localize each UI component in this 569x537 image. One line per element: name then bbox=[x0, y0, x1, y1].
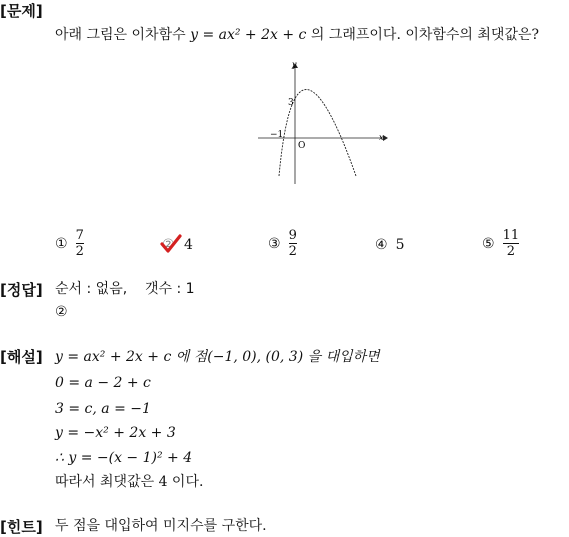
y-intercept-label: 3 bbox=[288, 98, 294, 108]
choice-2[interactable] bbox=[162, 236, 193, 254]
question-prefix: 아래 그림은 이차함수 bbox=[55, 27, 186, 43]
choice-2-value: 4 bbox=[184, 237, 193, 253]
question-label: [문제] bbox=[0, 2, 43, 20]
choice-3-marker: ③ bbox=[268, 235, 281, 252]
choice-4[interactable] bbox=[375, 236, 404, 254]
question-text bbox=[55, 26, 539, 44]
choice-5-numerator: 11 bbox=[502, 228, 520, 243]
checkmark-icon bbox=[160, 234, 182, 254]
explanation-line-4: y = −x² + 2x + 3 bbox=[55, 425, 176, 441]
answer-line-2: ② bbox=[55, 304, 68, 320]
explanation-label: [해설] bbox=[0, 348, 43, 366]
choice-1-marker: ① bbox=[55, 235, 68, 252]
choice-5-marker: ⑤ bbox=[482, 235, 495, 252]
explanation-line-1: y = ax² + 2x + c 에 점(−1, 0), (0, 3) 을 대입하면 bbox=[55, 349, 380, 365]
choice-2-marker: ② bbox=[162, 237, 175, 253]
choice-3-denominator: 2 bbox=[288, 244, 297, 259]
parabola-graph bbox=[255, 58, 390, 186]
answer-line-1: 순서 : 없음, 갯수 : 1 bbox=[55, 281, 195, 297]
origin-label: O bbox=[298, 141, 306, 151]
hint-text: 두 점을 대입하여 미지수를 구한다. bbox=[55, 518, 267, 534]
hint-label: [힌트] bbox=[0, 518, 43, 536]
answer-choices bbox=[55, 228, 535, 262]
choice-5-fraction bbox=[503, 228, 520, 259]
question-equation: y = ax² + 2x + c bbox=[190, 27, 307, 43]
choice-2-marker-wrap bbox=[162, 236, 178, 254]
choice-4-value: 5 bbox=[395, 237, 405, 253]
explanation-line-3: 3 = c, a = −1 bbox=[55, 401, 151, 417]
question-suffix: 의 그래프이다. 이차함수의 최댓값은? bbox=[310, 27, 540, 43]
choice-3[interactable] bbox=[268, 228, 297, 259]
choice-5-denominator: 2 bbox=[506, 244, 515, 259]
choice-1-numerator: 7 bbox=[75, 228, 84, 243]
answer-label: [정답] bbox=[0, 281, 43, 299]
x-axis-label: x bbox=[379, 133, 384, 142]
choice-5[interactable] bbox=[482, 228, 519, 259]
explanation-line-2: 0 = a − 2 + c bbox=[55, 375, 151, 391]
x-axis-arrow bbox=[383, 135, 388, 141]
choice-1-denominator: 2 bbox=[75, 244, 84, 259]
choice-4-marker: ④ bbox=[375, 237, 388, 253]
x-root-label: −1 bbox=[270, 130, 284, 140]
explanation-line-6: 따라서 최댓값은 4 이다. bbox=[55, 474, 204, 490]
choice-1[interactable] bbox=[55, 228, 84, 259]
choice-1-fraction bbox=[76, 228, 84, 259]
explanation-line-5: ∴ y = −(x − 1)² + 4 bbox=[55, 450, 193, 466]
y-axis-label: y bbox=[292, 60, 297, 69]
choice-3-fraction bbox=[289, 228, 297, 259]
choice-3-numerator: 9 bbox=[288, 228, 297, 243]
